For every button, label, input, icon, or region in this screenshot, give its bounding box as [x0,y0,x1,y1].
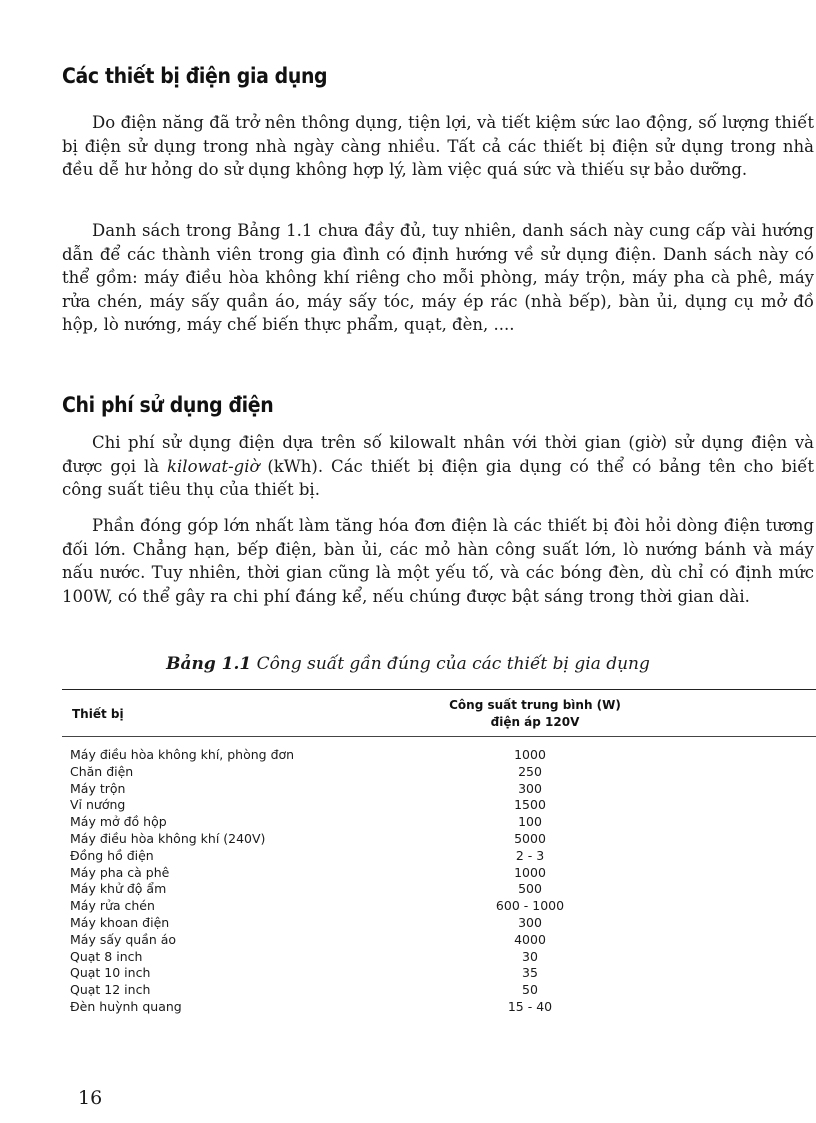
device-cell: Đồng hồ điện [70,847,154,863]
table-row [70,881,670,898]
power-cell: 100 [518,814,542,830]
power-cell: 600 - 1000 [495,898,565,914]
table-caption [0,654,816,674]
table-caption-label: Bảng 1.1 [166,654,252,674]
table-top-rule [62,689,816,690]
table-row [70,932,670,949]
power-cell: 300 [518,914,542,930]
table-row [70,915,670,932]
device-cell: Quạt 10 inch [70,965,151,981]
kilowatt-hour-term: kilowat-giờ [167,456,260,476]
paragraph-intro: Do điện năng đã trở nên thông dụng, tiện lợi, và tiết kiệm sức lao động, số lượng thiết bị điện sử dụng trong nhà ngày càng nhiều. Tất cả các thiết bị điện sử dụng trong nhà đều dễ hư hỏng do sử dụng không hợp lý, làm việc quá sức và thiếu sự bảo dưỡng. [62,113,814,180]
device-cell: Máy điều hòa không khí, phòng đơn [70,747,295,762]
power-cell: 4000 [514,931,546,947]
device-cell: Quạt 8 inch [70,948,143,964]
table-row [70,781,670,798]
table-row [70,831,670,848]
table-row [70,865,670,882]
device-cell: Máy sấy quần áo [70,931,177,947]
table-row [70,965,670,982]
appliance-table-body [70,747,670,1016]
device-cell: Máy điều hòa không khí (240V) [70,830,266,846]
device-cell: Đèn huỳnh quang [70,998,182,1014]
power-cell: 1500 [514,797,546,813]
section-heading-cost: Chi phí sử dụng điện [62,393,274,417]
power-cell: 50 [522,982,538,998]
power-cell: 5000 [514,830,546,846]
power-cell: 15 - 40 [507,998,553,1014]
column-header-power-line1: Công suất trung bình (W) [449,698,621,712]
paragraph-cost [62,431,814,502]
table-row [70,898,670,915]
power-cell: 1000 [514,747,546,762]
power-cell: 1000 [514,864,546,880]
table-row [70,814,670,831]
power-cell: 35 [522,965,538,981]
device-cell: Vỉ nướng [70,797,126,813]
device-cell: Chăn điện [70,763,134,779]
table-row [70,797,670,814]
section-heading-appliances: Các thiết bị điện gia dụng [62,64,328,88]
power-cell: 250 [518,763,542,779]
device-cell: Máy pha cà phê [70,864,170,880]
table-row [70,982,670,999]
table-row [70,999,670,1016]
device-cell: Quạt 12 inch [70,982,151,998]
table-row [70,764,670,781]
power-cell: 300 [518,780,542,796]
device-cell: Máy rửa chén [70,898,155,914]
paragraph-cost-text-1: Chi phí sử dụng điện dựa trên số kilowalt nhân với thời gian (giờ) sử dụng điện và được gọi là [62,433,814,476]
table-row [70,949,670,966]
paragraph-contribution: Phần đóng góp lớn nhất làm tăng hóa đơn điện là các thiết bị đòi hỏi dòng điện tương đối lớn. Chẳng hạn, bếp điện, bàn ủi, các mỏ hàn công suất lớn, lò nướng bánh và máy nấu nước. Tuy nhiên, thời gian cũng là một yếu tố, và các bóng đèn, dù chỉ có định mức 100W, có thể gây ra chi phí đáng kể, nếu chúng được bật sáng trong thời gian dài. [62,516,814,606]
paragraph-list: Danh sách trong Bảng 1.1 chưa đầy đủ, tuy nhiên, danh sách này cung cấp vài hướng dẫn để các thành viên trong gia đình có định hướng về sử dụng điện. Danh sách này có thể gồm: máy điều hòa không khí riêng cho mỗi phòng, máy trộn, máy pha cà phê, máy rửa chén, máy sấy quần áo, máy sấy tóc, máy ép rác (nhà bếp), bàn ủi, dụng cụ mở đồ hộp, lò nướng, máy chế biến thực phẩm, quạt, đèn, .... [62,221,814,335]
column-header-device: Thiết bị [72,707,124,721]
device-cell: Máy trộn [70,780,126,796]
power-cell: 500 [518,881,542,897]
device-cell: Máy khoan điện [70,914,170,930]
column-header-power [390,697,680,731]
table-caption-text: Công suất gần đúng của các thiết bị gia dụng [251,654,650,674]
device-cell: Máy mở đồ hộp [70,814,167,830]
power-cell: 2 - 3 [515,847,545,863]
column-header-power-line2: điện áp 120V [490,715,580,729]
table-header-rule [62,736,816,737]
device-cell: Máy khử độ ẩm [70,881,167,897]
paragraph-cost-text-2: (kWh). Các thiết bị điện gia dụng có thể có bảng tên cho biết công suất tiêu thụ của thiết bị. [62,456,814,500]
table-row [70,747,670,764]
page-number: 16 [78,1087,103,1109]
power-cell: 30 [522,948,538,964]
table-row [70,848,670,865]
